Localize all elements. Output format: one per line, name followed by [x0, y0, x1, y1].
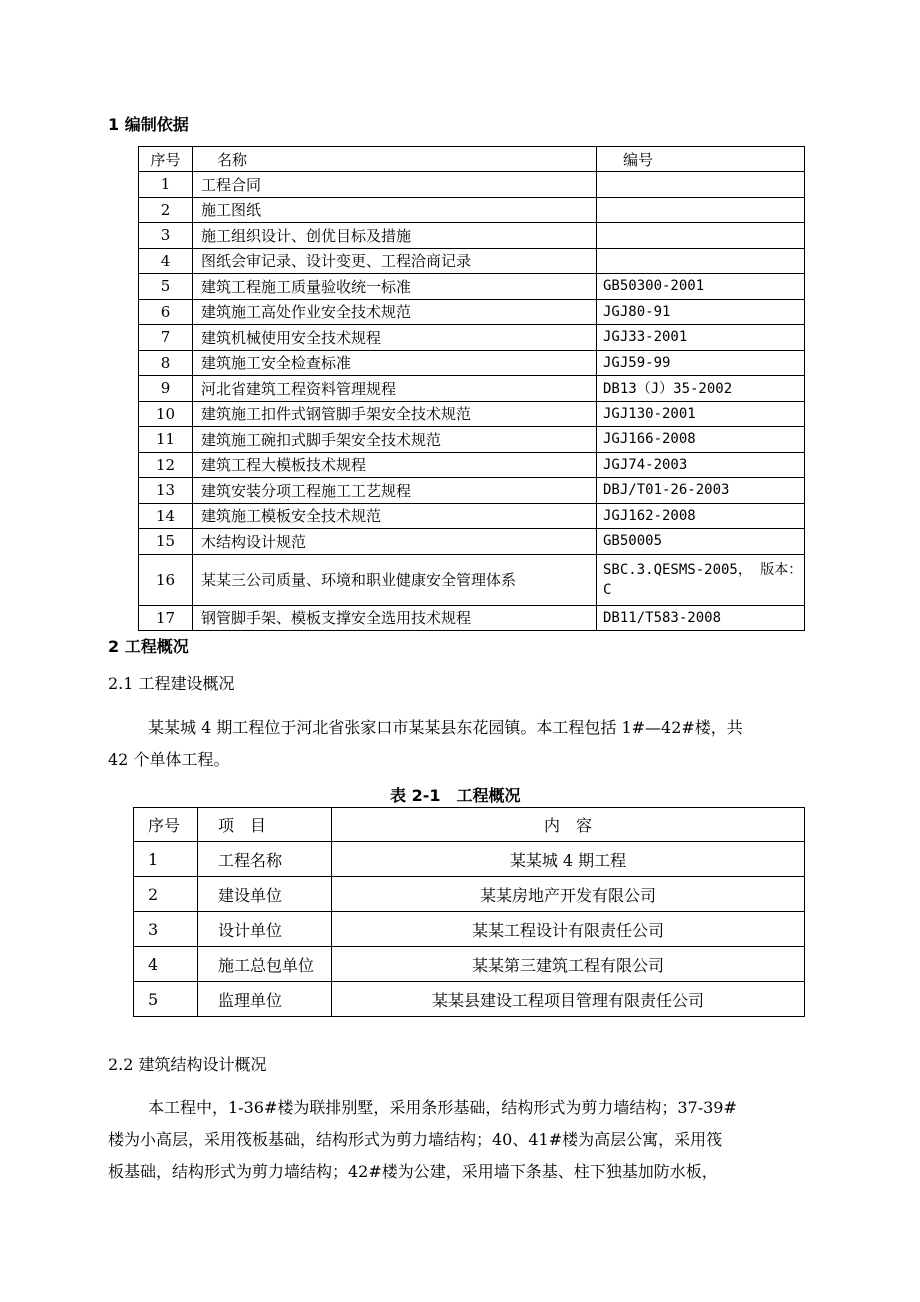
- table-row: [139, 376, 805, 402]
- paragraph-line: 42 个单体工程。: [108, 750, 230, 769]
- header-cell: 项 目: [198, 808, 332, 842]
- document-name: 施工组织设计、创优目标及措施: [193, 223, 597, 249]
- standard-code: [597, 197, 805, 223]
- standard-code: [597, 172, 805, 198]
- standard-code: JGJ33-2001: [597, 325, 805, 351]
- document-name: 建筑施工高处作业安全技术规范: [193, 299, 597, 325]
- table-row: [139, 325, 805, 351]
- table-row: [134, 842, 805, 877]
- row-number: 6: [139, 299, 193, 325]
- row-number: 2: [134, 877, 198, 912]
- table-row: [139, 478, 805, 504]
- item-content: 某某县建设工程项目管理有限责任公司: [332, 982, 805, 1017]
- table-row: [139, 503, 805, 529]
- row-number: 8: [139, 350, 193, 376]
- row-number: 4: [134, 947, 198, 982]
- document-name: 河北省建筑工程资料管理规程: [193, 376, 597, 402]
- header-cell: 名称: [193, 147, 597, 172]
- item-name: 监理单位: [198, 982, 332, 1017]
- table-row: [139, 197, 805, 223]
- row-number: 12: [139, 452, 193, 478]
- item-name: 施工总包单位: [198, 947, 332, 982]
- paragraph-line: 本工程中，1-36#楼为联排别墅，采用条形基础，结构形式为剪力墙结构；37-39#: [148, 1098, 737, 1117]
- row-number: 17: [139, 605, 193, 631]
- paragraph-line: 楼为小高层，采用筏板基础，结构形式为剪力墙结构；40、41#楼为高层公寓，采用筏: [108, 1130, 723, 1149]
- table-row: [139, 299, 805, 325]
- table-row: [139, 223, 805, 249]
- table-caption: 表 2-1 工程概况: [390, 786, 521, 805]
- item-content: 某某第三建筑工程有限公司: [332, 947, 805, 982]
- row-number: 3: [139, 223, 193, 249]
- item-content: 某某工程设计有限责任公司: [332, 912, 805, 947]
- header-cell: 序号: [139, 147, 193, 172]
- row-number: 16: [139, 554, 193, 605]
- table-header-row: [134, 808, 805, 842]
- reference-standards-table: [138, 146, 805, 631]
- standard-code: [597, 248, 805, 274]
- standard-code: JGJ74-2003: [597, 452, 805, 478]
- header-cell: 编号: [597, 147, 805, 172]
- paragraph-line: 板基础，结构形式为剪力墙结构；42#楼为公建，采用墙下条基、柱下独基加防水板，: [108, 1162, 718, 1181]
- item-name: 设计单位: [198, 912, 332, 947]
- document-name: 建筑施工扣件式钢管脚手架安全技术规范: [193, 401, 597, 427]
- item-name: 建设单位: [198, 877, 332, 912]
- table-row: [134, 982, 805, 1017]
- table-row: [134, 912, 805, 947]
- standard-code: DBJ/T01-26-2003: [597, 478, 805, 504]
- row-number: 5: [139, 274, 193, 300]
- table-row: [134, 947, 805, 982]
- header-cell: 序号: [134, 808, 198, 842]
- document-name: 图纸会审记录、设计变更、工程洽商记录: [193, 248, 597, 274]
- subsection-2-1-heading: 2.1 工程建设概况: [108, 674, 235, 693]
- table-row: [139, 452, 805, 478]
- standard-code: JGJ162-2008: [597, 503, 805, 529]
- row-number: 5: [134, 982, 198, 1017]
- standard-code: DB13（J）35-2002: [597, 376, 805, 402]
- row-number: 15: [139, 529, 193, 555]
- project-overview-table: [133, 807, 805, 1017]
- table-row: [139, 401, 805, 427]
- table-row: [139, 427, 805, 453]
- subsection-2-2-heading: 2.2 建筑结构设计概况: [108, 1055, 267, 1074]
- standard-code: GB50005: [597, 529, 805, 555]
- row-number: 14: [139, 503, 193, 529]
- table-row: [134, 877, 805, 912]
- document-name: 施工图纸: [193, 197, 597, 223]
- row-number: 4: [139, 248, 193, 274]
- table-row: [139, 529, 805, 555]
- table-row: [139, 605, 805, 631]
- standard-code: [597, 223, 805, 249]
- section-1-heading: 1 编制依据: [108, 115, 189, 134]
- table-row: [139, 248, 805, 274]
- table-row: [139, 350, 805, 376]
- document-name: 建筑机械使用安全技术规程: [193, 325, 597, 351]
- row-number: 9: [139, 376, 193, 402]
- item-name: 工程名称: [198, 842, 332, 877]
- row-number: 2: [139, 197, 193, 223]
- document-name: 某某三公司质量、环境和职业健康安全管理体系: [193, 554, 597, 605]
- row-number: 3: [134, 912, 198, 947]
- document-name: 建筑安装分项工程施工工艺规程: [193, 478, 597, 504]
- standard-code: DB11/T583-2008: [597, 605, 805, 631]
- row-number: 1: [139, 172, 193, 198]
- document-name: 建筑施工碗扣式脚手架安全技术规范: [193, 427, 597, 453]
- item-content: 某某房地产开发有限公司: [332, 877, 805, 912]
- section-2-heading: 2 工程概况: [108, 637, 189, 656]
- standard-code: JGJ130-2001: [597, 401, 805, 427]
- table-row: [139, 274, 805, 300]
- document-name: 木结构设计规范: [193, 529, 597, 555]
- document-name: 工程合同: [193, 172, 597, 198]
- standard-code: JGJ80-91: [597, 299, 805, 325]
- item-content: 某某城 4 期工程: [332, 842, 805, 877]
- document-name: 钢管脚手架、模板支撑安全选用技术规程: [193, 605, 597, 631]
- document-name: 建筑施工安全检查标准: [193, 350, 597, 376]
- table-row: [139, 554, 805, 605]
- row-number: 10: [139, 401, 193, 427]
- document-name: 建筑工程施工质量验收统一标准: [193, 274, 597, 300]
- document-name: 建筑工程大模板技术规程: [193, 452, 597, 478]
- document-name: 建筑施工模板安全技术规范: [193, 503, 597, 529]
- row-number: 13: [139, 478, 193, 504]
- standard-code: JGJ166-2008: [597, 427, 805, 453]
- header-cell: 内 容: [332, 808, 805, 842]
- standard-code: JGJ59-99: [597, 350, 805, 376]
- row-number: 1: [134, 842, 198, 877]
- row-number: 7: [139, 325, 193, 351]
- row-number: 11: [139, 427, 193, 453]
- standard-code: GB50300-2001: [597, 274, 805, 300]
- standard-code: SBC.3.QESMS-2005， 版本：C: [597, 554, 805, 605]
- table-header-row: [139, 147, 805, 172]
- table-row: [139, 172, 805, 198]
- paragraph-line: 某某城 4 期工程位于河北省张家口市某某县东花园镇。本工程包括 1#—42#楼，共: [148, 718, 743, 737]
